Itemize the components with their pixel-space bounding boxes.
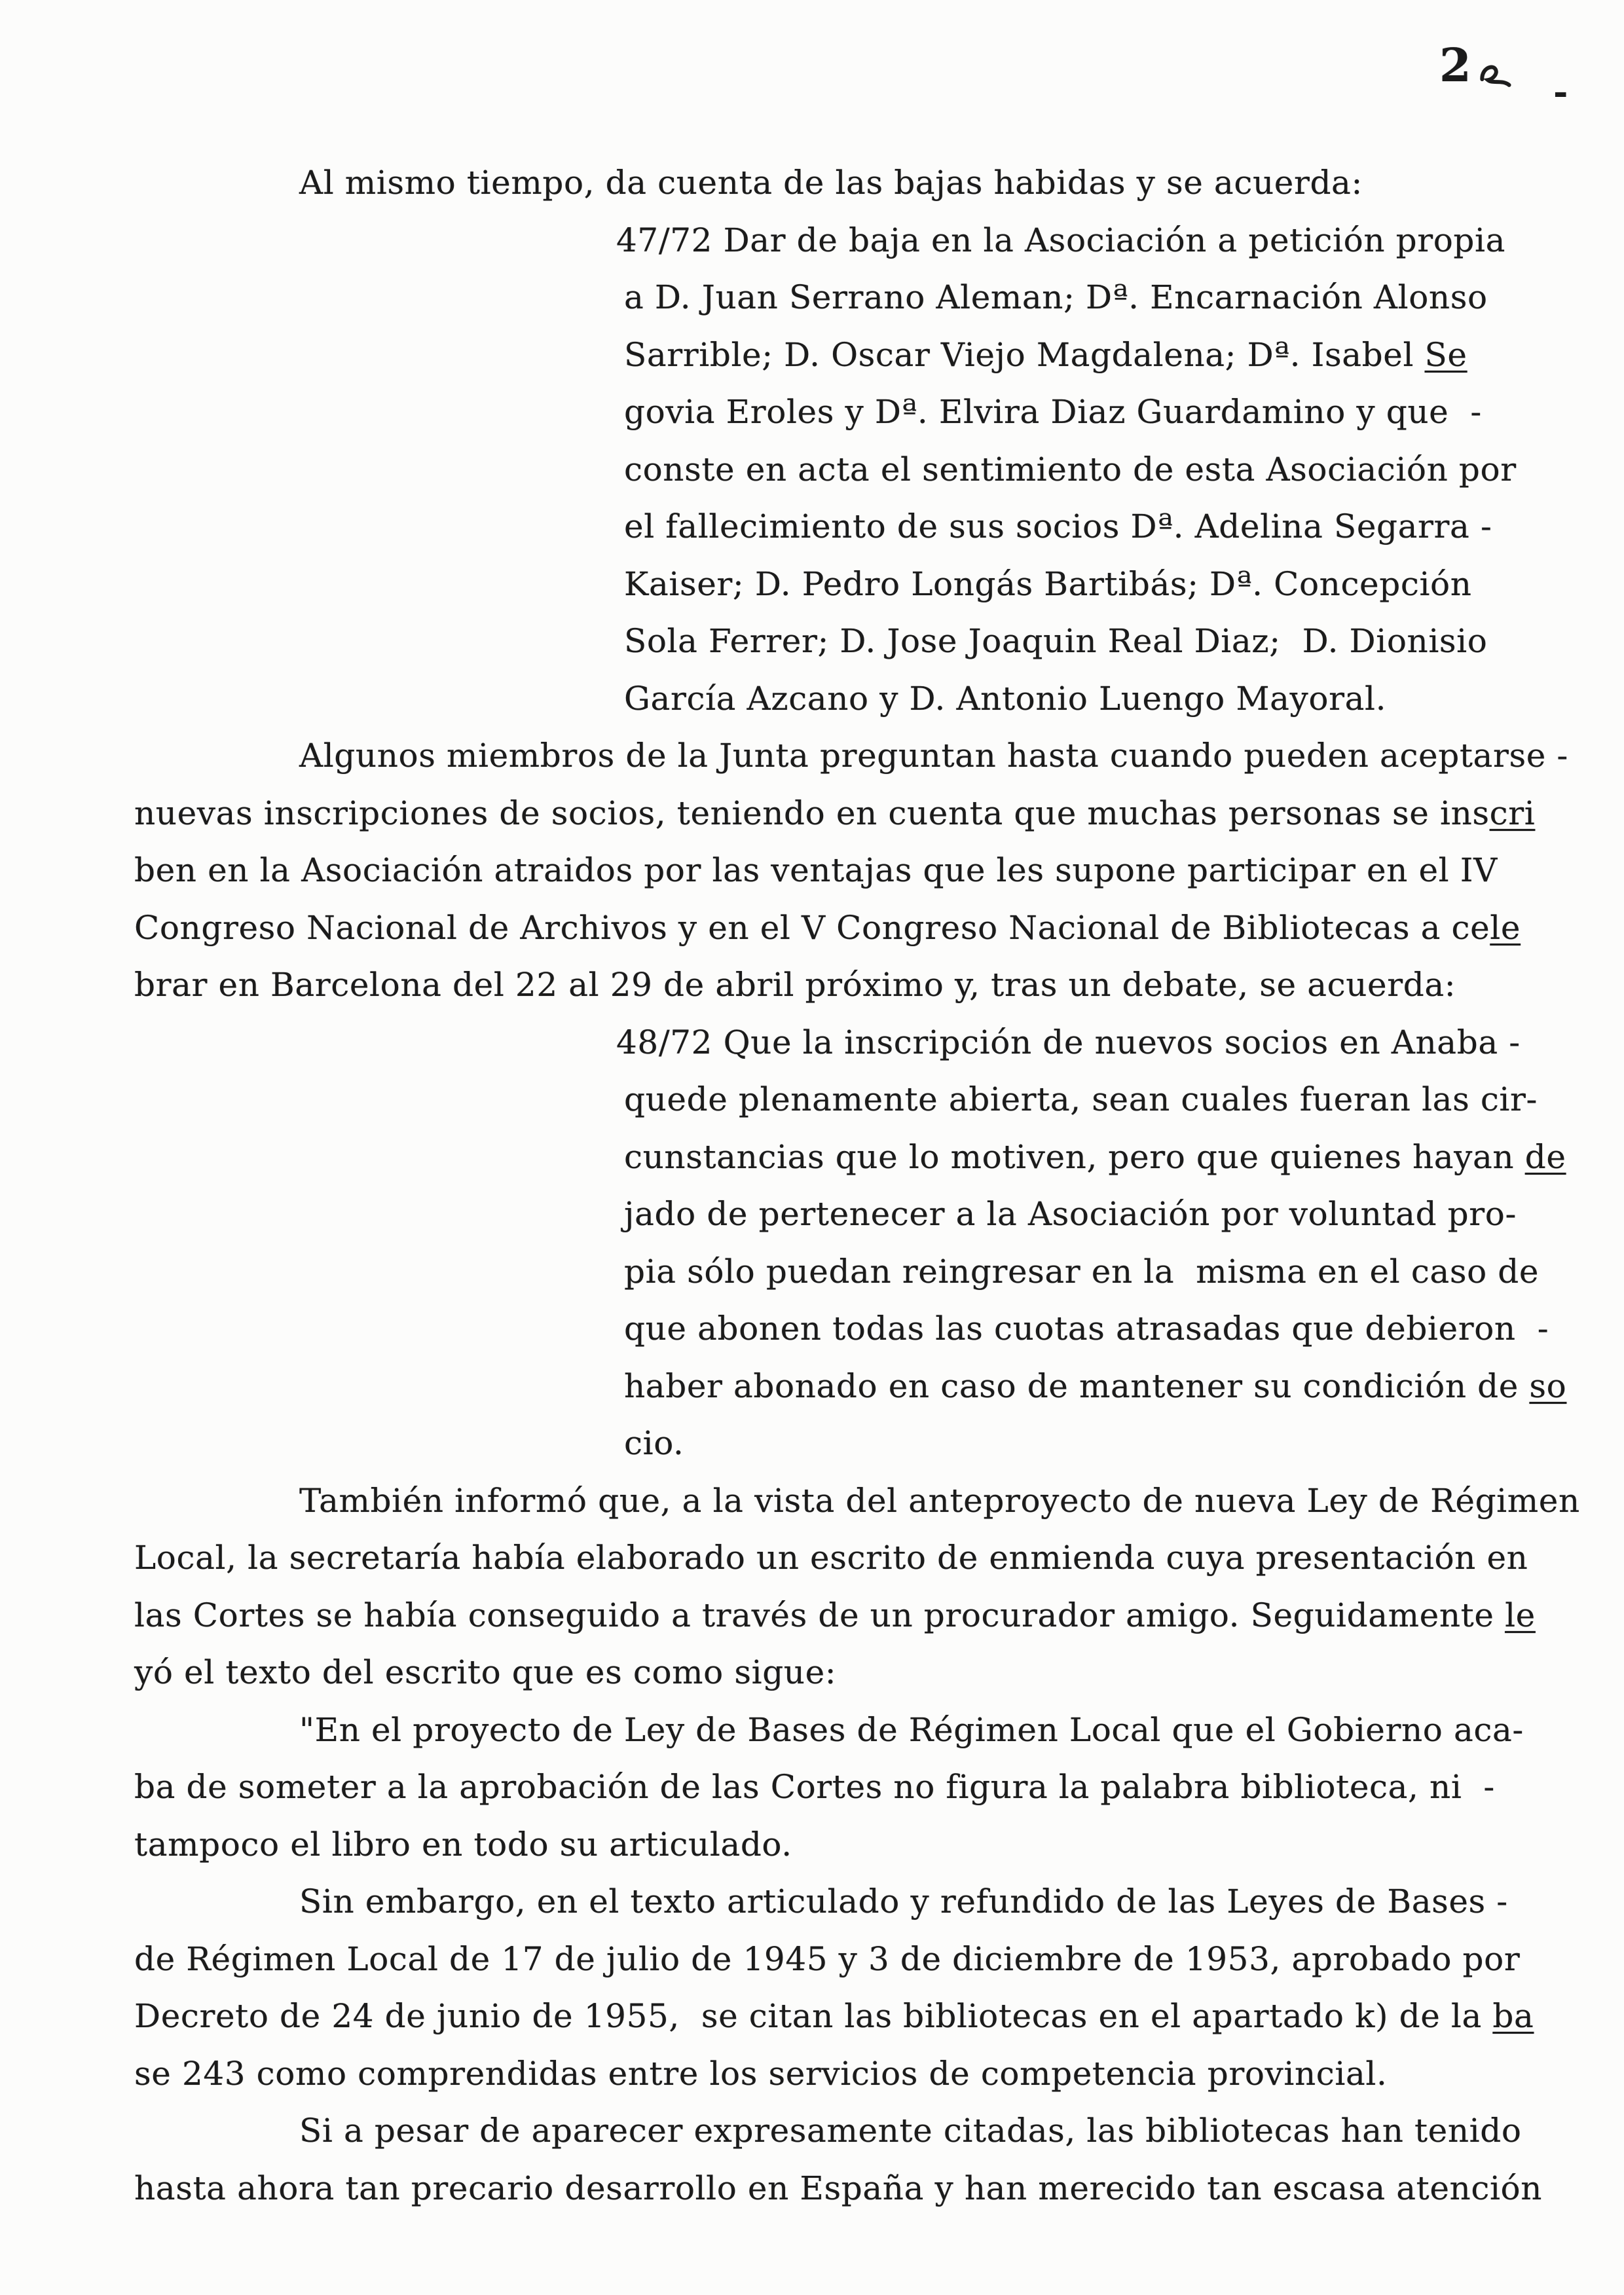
text-line: haber abonado en caso de mantener su condición de so — [624, 1367, 1567, 1405]
text-line: 48/72 Que la inscripción de nuevos socios en Anaba - — [616, 1023, 1521, 1061]
text-line: quede plenamente abierta, sean cuales fueran las cir- — [624, 1080, 1538, 1118]
text-line: ben en la Asociación atraidos por las ventajas que les supone participar en el IV — [134, 851, 1498, 889]
text-line: se 243 como comprendidas entre los servicios de competencia provincial. — [134, 2054, 1388, 2093]
text-line: García Azcano y D. Antonio Luengo Mayoral. — [624, 679, 1387, 718]
text-line: de Régimen Local de 17 de julio de 1945 y 3 de diciembre de 1953, aprobado por — [134, 1939, 1521, 1978]
text-line: a D. Juan Serrano Aleman; Dª. Encarnación Alonso — [624, 278, 1488, 316]
text-line: pia sólo puedan reingresar en la misma en el caso de — [624, 1252, 1540, 1291]
text-line: cio. — [624, 1424, 684, 1462]
text-line: Sarrible; D. Oscar Viejo Magdalena; Dª. Isabel Se — [624, 335, 1467, 374]
text-line: También informó que, a la vista del anteproyecto de nueva Ley de Régimen — [299, 1481, 1580, 1520]
text-line: govia Eroles y Dª. Elvira Diaz Guardamino y que - — [624, 393, 1482, 431]
text-line: las Cortes se había conseguido a través de un procurador amigo. Seguidamente le — [134, 1596, 1536, 1634]
text-line: nuevas inscripciones de socios, teniendo en cuenta que muchas personas se inscri — [134, 794, 1536, 832]
text-line: Sin embargo, en el texto articulado y refundido de las Leyes de Bases - — [299, 1882, 1508, 1920]
text-line: Si a pesar de aparecer expresamente citadas, las bibliotecas han tenido — [299, 2112, 1522, 2150]
text-line: Local, la secretaría había elaborado un escrito de enmienda cuya presentación en — [134, 1539, 1528, 1577]
text-line: 47/72 Dar de baja en la Asociación a petición propia — [616, 221, 1506, 259]
text-line: tampoco el libro en todo su articulado. — [134, 1825, 792, 1864]
text-line: el fallecimiento de sus socios Dª. Adelina Segarra - — [624, 507, 1492, 545]
text-line: conste en acta el sentimiento de esta Asociación por — [624, 450, 1517, 488]
handwritten-mark-icon — [1477, 60, 1516, 94]
text-line: cunstancias que lo motiven, pero que quienes hayan de — [624, 1137, 1566, 1176]
text-line: Congreso Nacional de Archivos y en el V Congreso Nacional de Bibliotecas a cele — [134, 908, 1521, 947]
text-line: "En el proyecto de Ley de Bases de Régimen Local que el Gobierno aca- — [299, 1710, 1524, 1749]
text-line: Al mismo tiempo, da cuenta de las bajas habidas y se acuerda: — [299, 164, 1363, 202]
text-line: brar en Barcelona del 22 al 29 de abril próximo y, tras un debate, se acuerda: — [134, 966, 1456, 1004]
text-line: Kaiser; D. Pedro Longás Bartibás; Dª. Concepción — [624, 564, 1472, 603]
text-line: que abonen todas las cuotas atrasadas que debieron - — [624, 1310, 1549, 1348]
text-line: Decreto de 24 de junio de 1955, se citan las bibliotecas en el apartado k) de la ba — [134, 1997, 1534, 2035]
page-number: 2 — [1439, 38, 1471, 92]
document-body — [134, 155, 1580, 2217]
text-line: jado de pertenecer a la Asociación por voluntad pro- — [624, 1195, 1517, 1233]
text-line: Algunos miembros de la Junta preguntan hasta cuando pueden aceptarse - — [299, 737, 1568, 775]
margin-dash: - — [1553, 71, 1568, 113]
text-line: hasta ahora tan precario desarrollo en España y han merecido tan escasa atención — [134, 2169, 1543, 2207]
text-line: yó el texto del escrito que es como sigue: — [134, 1653, 837, 1691]
text-line: Sola Ferrer; D. Jose Joaquin Real Diaz; D. Dionisio — [624, 622, 1488, 660]
text-line: ba de someter a la aprobación de las Cortes no figura la palabra biblioteca, ni - — [134, 1768, 1495, 1806]
